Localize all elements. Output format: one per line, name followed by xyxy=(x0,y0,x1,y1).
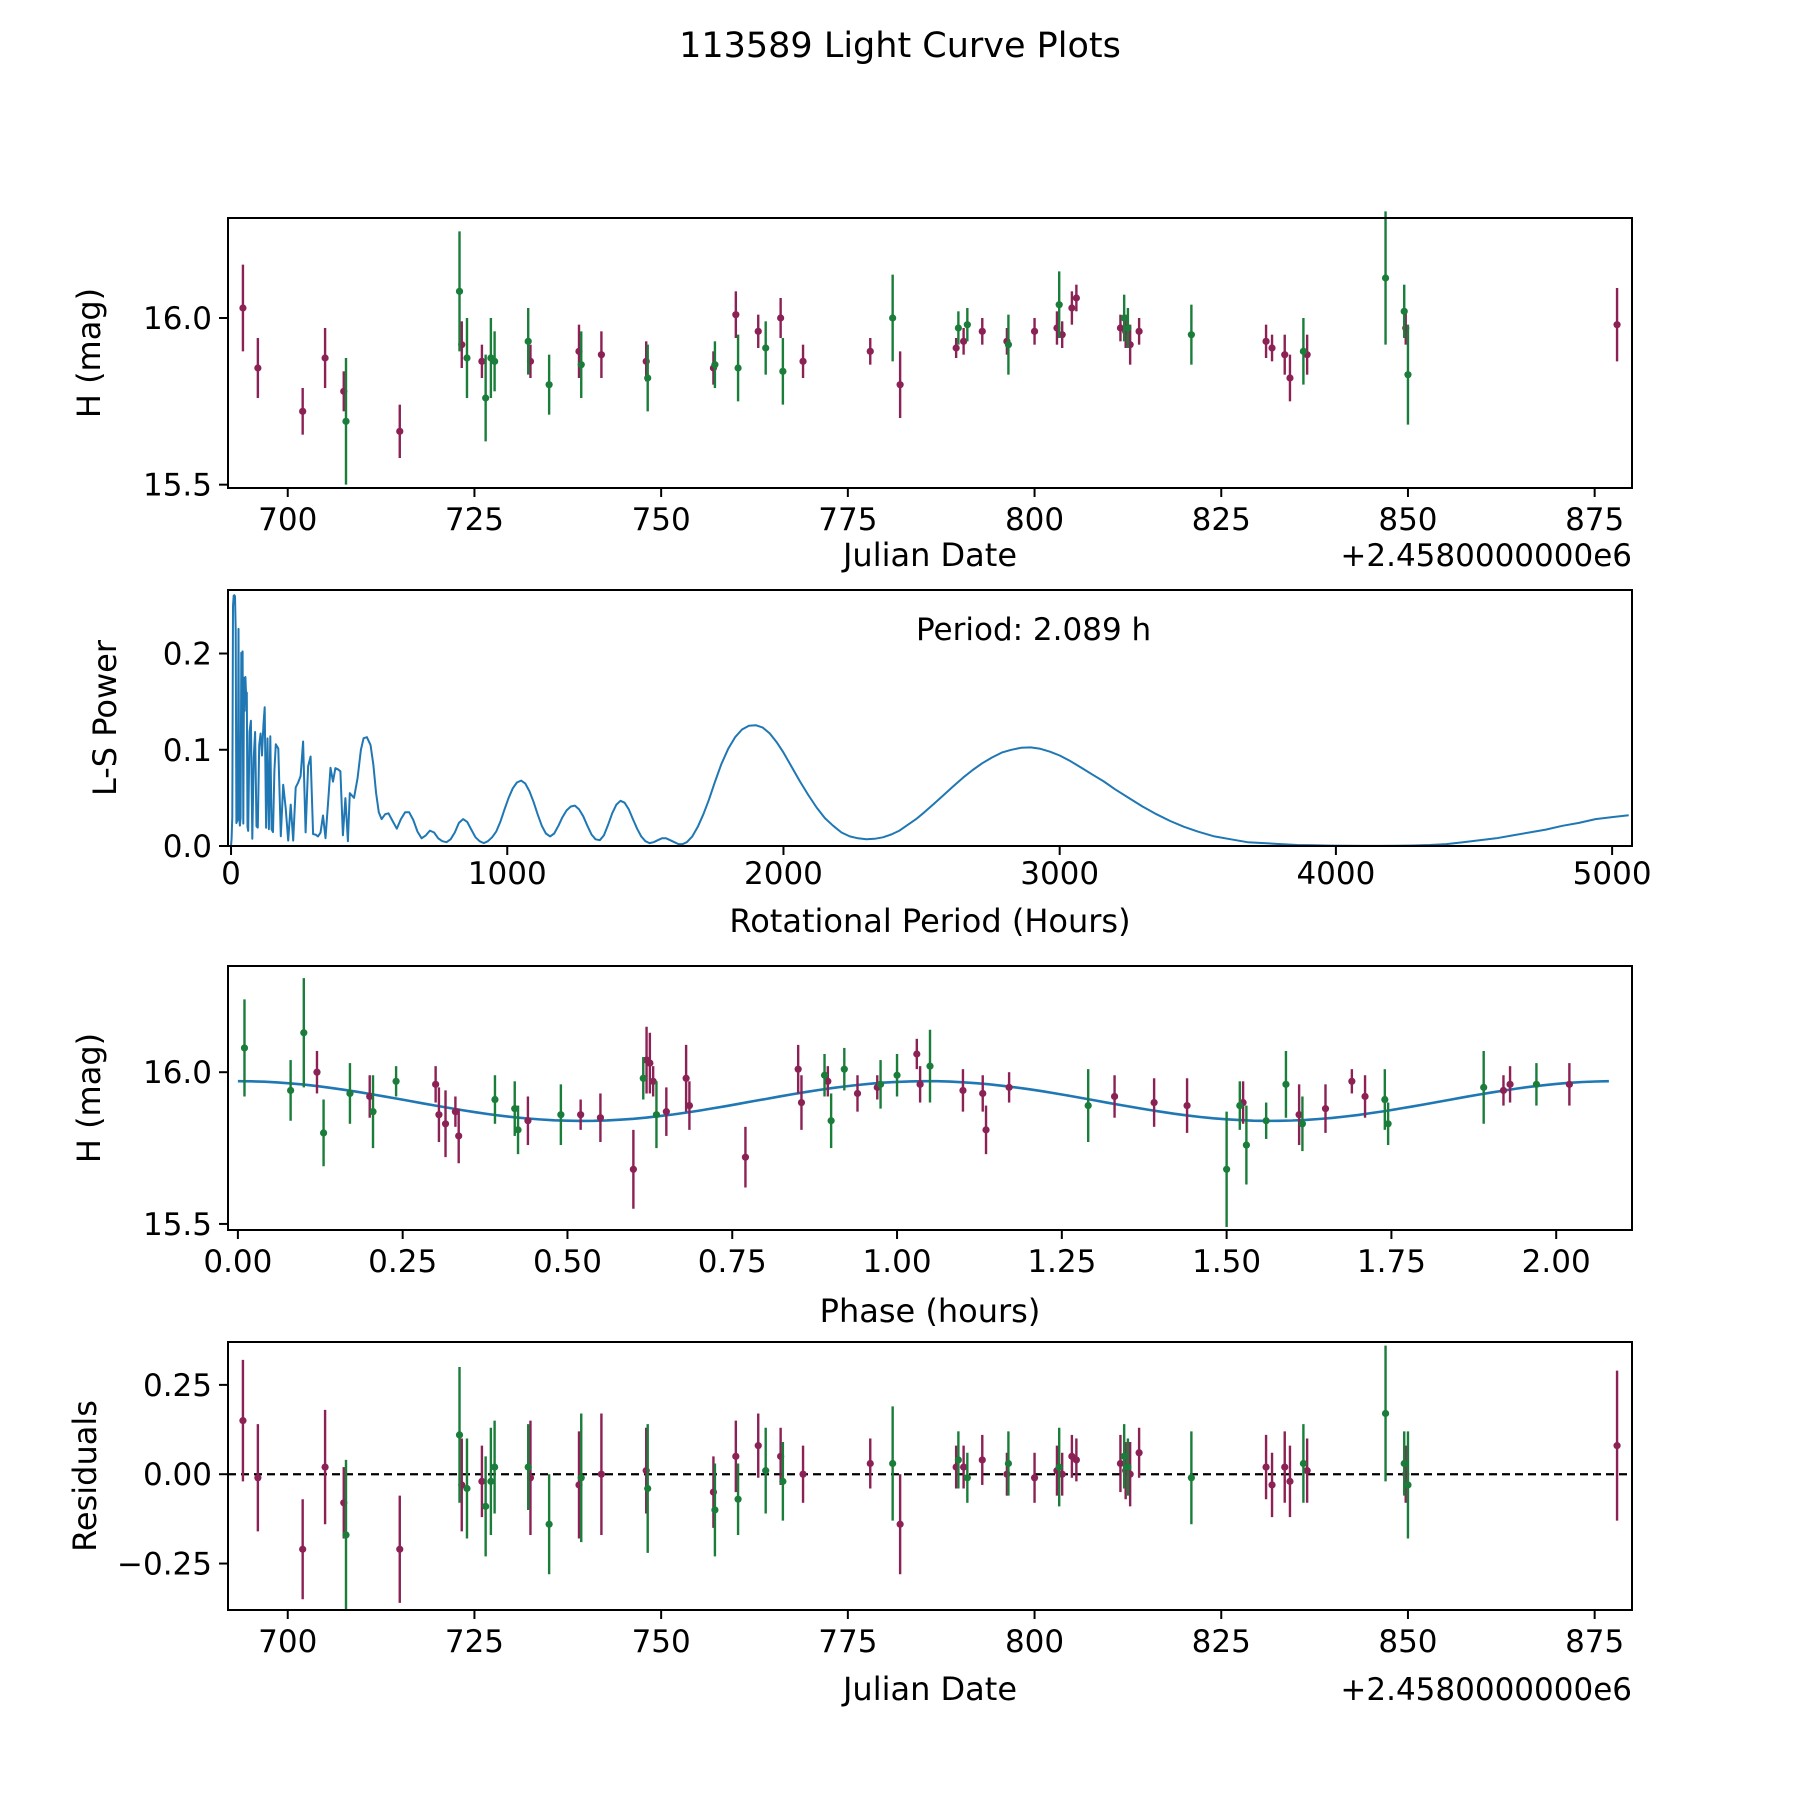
data-point xyxy=(300,1029,307,1036)
data-point xyxy=(867,348,874,355)
data-point xyxy=(1361,1093,1368,1100)
data-point xyxy=(1286,374,1293,381)
data-point xyxy=(299,408,306,415)
data-point xyxy=(854,1090,861,1097)
data-point xyxy=(1151,1099,1158,1106)
data-point xyxy=(1401,1460,1408,1467)
data-point xyxy=(478,1478,485,1485)
data-point xyxy=(630,1166,637,1173)
data-point xyxy=(1566,1081,1573,1088)
data-point xyxy=(742,1154,749,1161)
data-point xyxy=(1282,1081,1289,1088)
data-point xyxy=(455,1132,462,1139)
data-point xyxy=(1281,1463,1288,1470)
data-point xyxy=(644,1485,651,1492)
data-point xyxy=(369,1108,376,1115)
y-axis-label: Residuals xyxy=(66,1400,104,1552)
x-tick-label: 850 xyxy=(1378,1624,1438,1660)
data-point xyxy=(598,351,605,358)
x-axis-label: Phase (hours) xyxy=(819,1292,1041,1330)
y-tick-label: 0.0 xyxy=(162,829,212,865)
data-point xyxy=(578,1474,585,1481)
data-point xyxy=(1121,314,1128,321)
data-point xyxy=(889,1460,896,1467)
data-point xyxy=(1382,274,1389,281)
data-point xyxy=(979,328,986,335)
data-point xyxy=(779,368,786,375)
data-point xyxy=(1056,1463,1063,1470)
data-point xyxy=(798,1099,805,1106)
data-point xyxy=(525,1463,532,1470)
data-point xyxy=(463,1485,470,1492)
data-point xyxy=(396,428,403,435)
data-point xyxy=(1480,1084,1487,1091)
x-tick-label: 0.00 xyxy=(203,1244,273,1280)
data-point xyxy=(482,1503,489,1510)
data-point xyxy=(755,1442,762,1449)
axis-offset-text: +2.4580000000e6 xyxy=(1340,1672,1632,1708)
data-point xyxy=(1073,1456,1080,1463)
data-point xyxy=(1262,338,1269,345)
x-tick-label: 850 xyxy=(1378,502,1438,538)
data-point xyxy=(964,321,971,328)
data-point xyxy=(893,1072,900,1079)
data-point xyxy=(321,354,328,361)
data-point xyxy=(683,1075,690,1082)
data-point xyxy=(1031,328,1038,335)
data-point xyxy=(432,1081,439,1088)
data-point xyxy=(777,314,784,321)
x-tick-label: 1000 xyxy=(467,856,547,892)
data-point xyxy=(734,1496,741,1503)
data-point xyxy=(342,1531,349,1538)
y-tick-label: 0.2 xyxy=(162,636,212,673)
x-tick-label: 0 xyxy=(221,856,241,892)
series-filter-1 xyxy=(239,1360,1620,1603)
x-tick-label: 875 xyxy=(1565,502,1625,538)
data-point xyxy=(1223,1166,1230,1173)
y-tick-label: −0.25 xyxy=(117,1546,212,1583)
data-point xyxy=(1111,1093,1118,1100)
data-point xyxy=(1124,324,1131,331)
axes-frame xyxy=(228,1342,1632,1610)
phase-curve-subplot xyxy=(70,966,1632,1330)
x-tick-label: 875 xyxy=(1565,1624,1625,1660)
data-point xyxy=(1613,321,1620,328)
data-point xyxy=(1243,1141,1250,1148)
data-point xyxy=(1068,304,1075,311)
data-point xyxy=(959,1087,966,1094)
data-point xyxy=(557,1111,564,1118)
x-tick-label: 800 xyxy=(1004,502,1065,538)
data-point xyxy=(644,374,651,381)
y-tick-label: 0.00 xyxy=(142,1457,212,1494)
data-point xyxy=(1236,1102,1243,1109)
data-point xyxy=(1613,1442,1620,1449)
data-point xyxy=(478,358,485,365)
data-point xyxy=(1381,1096,1388,1103)
y-tick-label: 16.0 xyxy=(142,1055,212,1092)
data-point xyxy=(1085,1102,1092,1109)
y-tick-label: 0.25 xyxy=(142,1367,212,1404)
data-point xyxy=(577,1111,584,1118)
data-point xyxy=(955,1456,962,1463)
data-point xyxy=(299,1546,306,1553)
data-point xyxy=(755,328,762,335)
data-point xyxy=(653,1111,660,1118)
data-point xyxy=(979,1456,986,1463)
data-point xyxy=(640,1075,647,1082)
x-tick-label: 800 xyxy=(1004,1624,1065,1660)
data-point xyxy=(711,1506,718,1513)
data-point xyxy=(1268,344,1275,351)
data-point xyxy=(463,354,470,361)
fit-line xyxy=(238,1081,1609,1121)
data-point xyxy=(1304,1467,1311,1474)
y-axis-label: H (mag) xyxy=(70,287,108,419)
data-point xyxy=(867,1460,874,1467)
data-point xyxy=(1188,1474,1195,1481)
data-point xyxy=(877,1081,884,1088)
data-point xyxy=(442,1120,449,1127)
data-point xyxy=(1506,1081,1513,1088)
data-point xyxy=(1404,371,1411,378)
x-tick-label: 2000 xyxy=(744,856,823,892)
data-point xyxy=(1322,1105,1329,1112)
data-point xyxy=(1005,1084,1012,1091)
data-point xyxy=(546,381,553,388)
data-point xyxy=(514,1126,521,1133)
x-tick-label: 0.75 xyxy=(697,1244,767,1280)
data-point xyxy=(1005,1460,1012,1467)
data-point xyxy=(960,338,967,345)
data-point xyxy=(1183,1102,1190,1109)
data-point xyxy=(926,1063,933,1070)
data-point xyxy=(491,1096,498,1103)
x-axis-label: Julian Date xyxy=(842,1670,1018,1708)
data-point xyxy=(546,1521,553,1528)
x-tick-label: 725 xyxy=(444,502,505,538)
data-point xyxy=(913,1050,920,1057)
data-point xyxy=(955,324,962,331)
periodogram-subplot xyxy=(86,590,1652,940)
light-curve-subplot xyxy=(70,211,1632,574)
x-tick-label: 1.50 xyxy=(1192,1244,1262,1280)
data-point xyxy=(1348,1078,1355,1085)
data-point xyxy=(964,1474,971,1481)
data-point xyxy=(1404,1481,1411,1488)
data-point xyxy=(1286,1478,1293,1485)
data-point xyxy=(828,1117,835,1124)
data-point xyxy=(1005,341,1012,348)
data-point xyxy=(795,1066,802,1073)
x-tick-label: 0.50 xyxy=(532,1244,602,1280)
data-point xyxy=(711,361,718,368)
y-tick-label: 15.5 xyxy=(142,467,212,504)
data-point xyxy=(239,304,246,311)
data-point xyxy=(762,1467,769,1474)
x-tick-label: 4000 xyxy=(1296,856,1376,892)
x-tick-label: 775 xyxy=(818,1624,878,1660)
data-point xyxy=(456,1431,463,1438)
data-point xyxy=(734,364,741,371)
series-filter-1 xyxy=(239,265,1620,458)
series-filter-2 xyxy=(342,1346,1411,1610)
y-axis-label: H (mag) xyxy=(70,1032,108,1164)
data-point xyxy=(1136,1449,1143,1456)
data-point xyxy=(917,1081,924,1088)
data-point xyxy=(241,1044,248,1051)
data-point xyxy=(1281,351,1288,358)
y-tick-label: 0.1 xyxy=(162,732,212,769)
x-tick-label: 700 xyxy=(258,1624,318,1660)
data-point xyxy=(287,1087,294,1094)
data-point xyxy=(1300,1460,1307,1467)
x-tick-label: 825 xyxy=(1191,502,1251,538)
data-point xyxy=(346,1090,353,1097)
data-point xyxy=(1401,308,1408,315)
data-point xyxy=(762,344,769,351)
data-point xyxy=(1073,294,1080,301)
data-point xyxy=(686,1102,693,1109)
data-point xyxy=(841,1066,848,1073)
data-point xyxy=(889,314,896,321)
data-point xyxy=(821,1072,828,1079)
data-point xyxy=(732,311,739,318)
data-point xyxy=(979,1090,986,1097)
data-point xyxy=(487,1478,494,1485)
data-point xyxy=(799,358,806,365)
data-point xyxy=(1262,1463,1269,1470)
data-point xyxy=(1188,331,1195,338)
x-tick-label: 750 xyxy=(631,502,691,538)
figure-title: 113589 Light Curve Plots xyxy=(679,26,1121,66)
data-point xyxy=(1300,348,1307,355)
x-axis-label: Rotational Period (Hours) xyxy=(729,902,1131,940)
axes-frame xyxy=(228,218,1632,488)
x-tick-label: 3000 xyxy=(1020,856,1100,892)
x-tick-label: 750 xyxy=(631,1624,691,1660)
period-annotation: Period: 2.089 h xyxy=(915,612,1152,648)
data-point xyxy=(1299,1120,1306,1127)
data-point xyxy=(1500,1087,1507,1094)
data-point xyxy=(960,1463,967,1470)
data-point xyxy=(1121,1453,1128,1460)
data-point xyxy=(524,1117,531,1124)
x-tick-label: 1.75 xyxy=(1356,1244,1426,1280)
data-point xyxy=(578,361,585,368)
x-tick-label: 825 xyxy=(1191,1624,1251,1660)
axis-offset-text: +2.4580000000e6 xyxy=(1340,538,1632,574)
data-point xyxy=(1056,301,1063,308)
data-point xyxy=(663,1108,670,1115)
data-point xyxy=(897,1521,904,1528)
data-point xyxy=(1117,1460,1124,1467)
data-point xyxy=(646,1060,653,1067)
data-point xyxy=(1382,1410,1389,1417)
data-point xyxy=(321,1463,328,1470)
data-point xyxy=(598,1471,605,1478)
x-tick-label: 1.00 xyxy=(862,1244,932,1280)
data-point xyxy=(525,338,532,345)
data-point xyxy=(254,364,261,371)
data-point xyxy=(953,344,960,351)
data-point xyxy=(254,1474,261,1481)
data-point xyxy=(1263,1117,1270,1124)
data-point xyxy=(1385,1120,1392,1127)
data-point xyxy=(313,1069,320,1076)
x-tick-label: 1.25 xyxy=(1027,1244,1097,1280)
x-tick-label: 5000 xyxy=(1572,856,1652,892)
x-tick-label: 2.00 xyxy=(1521,1244,1591,1280)
data-point xyxy=(897,381,904,388)
x-tick-label: 0.25 xyxy=(368,1244,438,1280)
x-tick-label: 725 xyxy=(444,1624,505,1660)
residuals-subplot xyxy=(66,1342,1632,1708)
y-tick-label: 15.5 xyxy=(142,1206,212,1243)
data-point xyxy=(1268,1481,1275,1488)
data-point xyxy=(491,358,498,365)
data-point xyxy=(732,1453,739,1460)
data-point xyxy=(799,1471,806,1478)
data-point xyxy=(1031,1474,1038,1481)
data-point xyxy=(435,1111,442,1118)
x-axis-label: Julian Date xyxy=(842,536,1018,574)
data-point xyxy=(396,1546,403,1553)
data-point xyxy=(1136,328,1143,335)
y-axis-label: L-S Power xyxy=(86,639,124,797)
data-point xyxy=(456,288,463,295)
data-point xyxy=(1533,1081,1540,1088)
data-point xyxy=(482,394,489,401)
data-point xyxy=(239,1417,246,1424)
data-point xyxy=(491,1463,498,1470)
data-point xyxy=(597,1114,604,1121)
data-point xyxy=(342,418,349,425)
y-tick-label: 16.0 xyxy=(142,301,212,337)
data-point xyxy=(982,1126,989,1133)
x-tick-label: 700 xyxy=(258,502,318,538)
x-tick-label: 775 xyxy=(818,502,878,538)
data-point xyxy=(392,1078,399,1085)
data-point xyxy=(1124,1463,1131,1470)
data-point xyxy=(320,1129,327,1136)
series-filter-2 xyxy=(342,211,1411,484)
data-point xyxy=(779,1478,786,1485)
